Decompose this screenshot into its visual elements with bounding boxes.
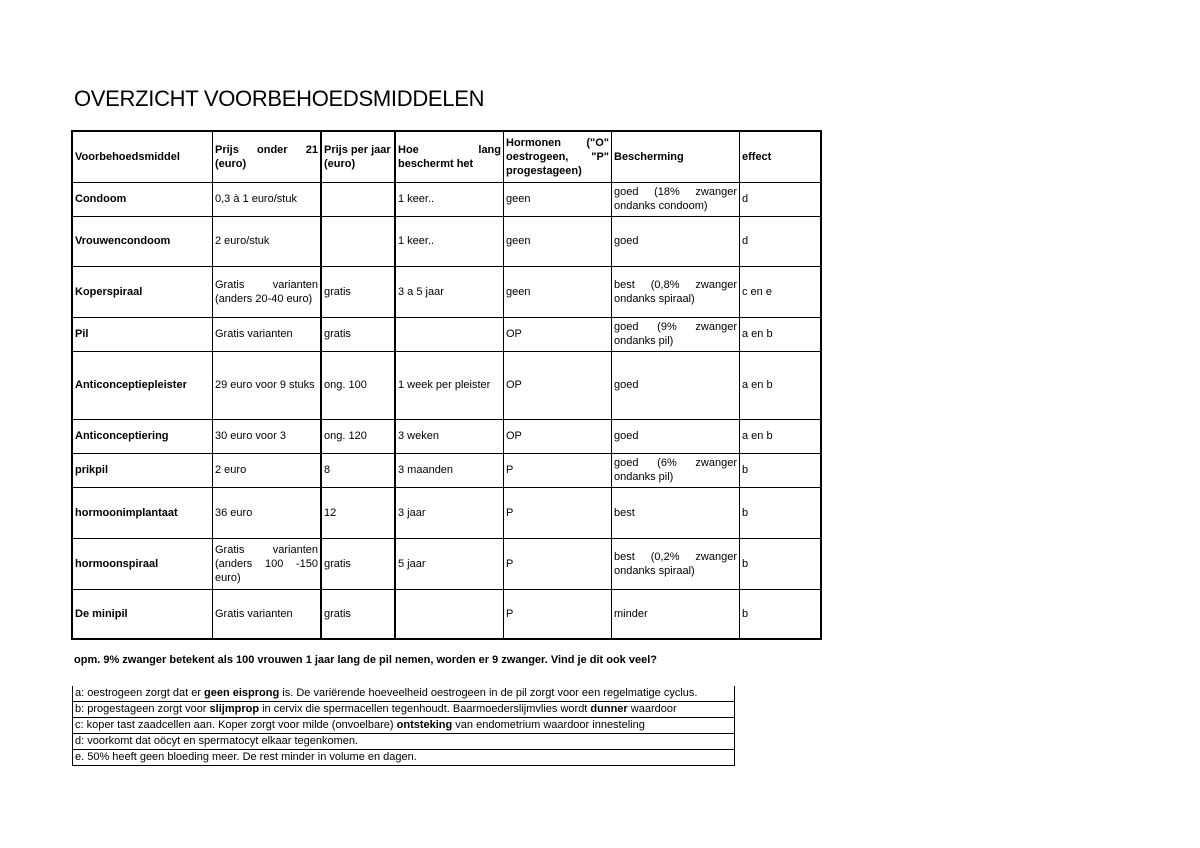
cell-hoelang: 1 week per pleister — [395, 351, 504, 419]
header-hoelang: Hoe lang beschermt het — [395, 131, 504, 182]
cell-effect: a en b — [740, 317, 822, 351]
cell-hormonen: P — [504, 453, 612, 487]
cell-hormonen: geen — [504, 182, 612, 216]
cell-middel: hormoonimplantaat — [72, 487, 213, 538]
cell-effect: c en e — [740, 266, 822, 317]
page-title: OVERZICHT VOORBEHOEDSMIDDELEN — [74, 86, 485, 111]
cell-hormonen: OP — [504, 351, 612, 419]
legend-row-b — [73, 702, 735, 718]
cell-effect: a en b — [740, 351, 822, 419]
cell-effect: d — [740, 182, 822, 216]
cell-prijsjaar — [321, 182, 395, 216]
cell-middel: Anticonceptiering — [72, 419, 213, 453]
cell-hoelang: 3 weken — [395, 419, 504, 453]
cell-bescherming: minder — [612, 589, 740, 639]
cell-middel: hormoonspiraal — [72, 538, 213, 589]
cell-bescherming: best (0,2% zwanger ondanks spiraal) — [612, 538, 740, 589]
cell-prijs21: 29 euro voor 9 stuks — [213, 351, 322, 419]
cell-prijsjaar — [321, 216, 395, 266]
cell-prijs21: Gratis varianten (anders 20-40 euro) — [213, 266, 322, 317]
legend-row-d — [73, 734, 735, 750]
table-row — [72, 351, 821, 419]
cell-prijs21: 0,3 à 1 euro/stuk — [213, 182, 322, 216]
legend-d-text: d: voorkomt dat oöcyt en spermatocyt elkaar tegenkomen. — [73, 734, 735, 750]
cell-middel: Koperspiraal — [72, 266, 213, 317]
cell-bescherming: goed — [612, 216, 740, 266]
cell-prijsjaar: gratis — [321, 266, 395, 317]
cell-effect: d — [740, 216, 822, 266]
legend-table — [72, 686, 735, 766]
legend-b-bold: slijmprop — [209, 703, 260, 715]
legend-a-text-end: is. De variërende hoeveelheid oestrogeen in de pil zorgt voor een regelmatige cyclus. — [279, 687, 698, 699]
table-row — [72, 317, 821, 351]
cell-hoelang: 3 maanden — [395, 453, 504, 487]
cell-hormonen: P — [504, 589, 612, 639]
cell-hormonen: P — [504, 538, 612, 589]
table-row — [72, 538, 821, 589]
cell-prijs21: 36 euro — [213, 487, 322, 538]
cell-hormonen: OP — [504, 317, 612, 351]
cell-hormonen: P — [504, 487, 612, 538]
cell-hormonen: geen — [504, 266, 612, 317]
contraceptives-table — [71, 130, 822, 640]
legend-c-text: c: koper tast zaadcellen aan. Koper zorgt voor milde (onvoelbare) — [75, 719, 397, 731]
legend-row-e — [73, 750, 735, 766]
legend-c-text-end: van endometrium waardoor innesteling — [452, 719, 645, 731]
legend-e-text: e. 50% heeft geen bloeding meer. De rest minder in volume en dagen. — [73, 750, 735, 766]
cell-hoelang: 3 a 5 jaar — [395, 266, 504, 317]
cell-middel: De minipil — [72, 589, 213, 639]
cell-bescherming: best (0,8% zwanger ondanks spiraal) — [612, 266, 740, 317]
header-prijs21: Prijs onder 21 (euro) — [213, 131, 322, 182]
cell-prijs21: Gratis varianten — [213, 589, 322, 639]
cell-prijsjaar: gratis — [321, 538, 395, 589]
cell-effect: b — [740, 589, 822, 639]
cell-bescherming: best — [612, 487, 740, 538]
cell-prijsjaar: ong. 100 — [321, 351, 395, 419]
cell-effect: a en b — [740, 419, 822, 453]
legend-b-text: b: progestageen zorgt voor — [75, 703, 210, 715]
cell-prijsjaar: 12 — [321, 487, 395, 538]
cell-effect: b — [740, 487, 822, 538]
table-row — [72, 419, 821, 453]
cell-prijs21: Gratis varianten — [213, 317, 322, 351]
legend-row-c — [73, 718, 735, 734]
cell-hoelang: 5 jaar — [395, 538, 504, 589]
cell-prijs21: 30 euro voor 3 — [213, 419, 322, 453]
legend-b-bold2: dunner — [590, 703, 628, 715]
cell-prijs21: 2 euro/stuk — [213, 216, 322, 266]
cell-prijs21: 2 euro — [213, 453, 322, 487]
table-row — [72, 216, 821, 266]
cell-effect: b — [740, 538, 822, 589]
header-prijsjaar: Prijs per jaar (euro) — [321, 131, 395, 182]
legend-a-text: a: oestrogeen zorgt dat er — [75, 687, 205, 699]
cell-prijsjaar: gratis — [321, 589, 395, 639]
cell-middel: Pil — [72, 317, 213, 351]
cell-bescherming: goed — [612, 419, 740, 453]
cell-hoelang — [395, 589, 504, 639]
cell-bescherming: goed (9% zwanger ondanks pil) — [612, 317, 740, 351]
table-header-row — [72, 131, 821, 182]
legend-c-bold: ontsteking — [396, 719, 453, 731]
header-middel: Voorbehoedsmiddel — [72, 131, 213, 182]
cell-middel: Condoom — [72, 182, 213, 216]
cell-middel: Anticonceptiepleister — [72, 351, 213, 419]
cell-middel: Vrouwencondoom — [72, 216, 213, 266]
header-bescherming: Bescherming — [612, 131, 740, 182]
cell-prijsjaar: ong. 120 — [321, 419, 395, 453]
cell-hoelang: 1 keer.. — [395, 216, 504, 266]
cell-hormonen: geen — [504, 216, 612, 266]
cell-bescherming: goed — [612, 351, 740, 419]
cell-prijsjaar: gratis — [321, 317, 395, 351]
table-row — [72, 589, 821, 639]
header-hormonen: Hormonen ("O" oestrogeen, "P" progestageen) — [504, 131, 612, 182]
cell-prijs21: Gratis varianten (anders 100 -150 euro) — [213, 538, 322, 589]
table-row — [72, 453, 821, 487]
table-row — [72, 266, 821, 317]
legend-a-bold: geen eisprong — [204, 687, 280, 699]
cell-middel: prikpil — [72, 453, 213, 487]
legend-row-a — [73, 686, 735, 702]
cell-hoelang: 1 keer.. — [395, 182, 504, 216]
header-effect: effect — [740, 131, 822, 182]
table-row — [72, 487, 821, 538]
cell-bescherming: goed (6% zwanger ondanks pil) — [612, 453, 740, 487]
table-row — [72, 182, 821, 216]
cell-hoelang — [395, 317, 504, 351]
cell-hoelang: 3 jaar — [395, 487, 504, 538]
legend-b-text-mid: in cervix die spermacellen tegenhoudt. Baarmoederslijmvlies wordt — [259, 703, 591, 715]
cell-prijsjaar: 8 — [321, 453, 395, 487]
legend-b-text-end: waardoor — [627, 703, 677, 715]
note-text: opm. 9% zwanger betekent als 100 vrouwen 1 jaar lang de pil nemen, worden er 9 zwanger. Vind je dit ook veel? — [74, 654, 657, 666]
cell-effect: b — [740, 453, 822, 487]
cell-hormonen: OP — [504, 419, 612, 453]
cell-bescherming: goed (18% zwanger ondanks condoom) — [612, 182, 740, 216]
